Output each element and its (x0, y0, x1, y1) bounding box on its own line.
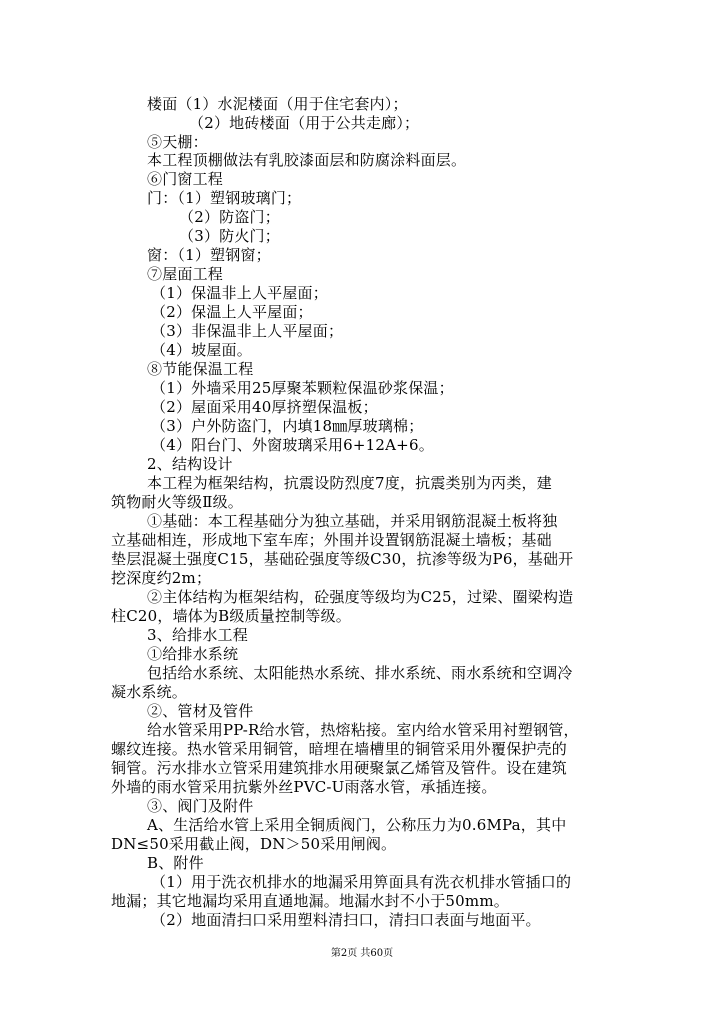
text-line: （2）保温上人平屋面； (151, 303, 313, 321)
text-line: 给水管采用PP-R给水管，热熔粘接。室内给水管采用衬塑钢管， (147, 721, 579, 739)
text-line: 3、给排水工程 (147, 626, 248, 644)
text-line: DN≤50采用截止阀，DN＞50采用闸阀。 (111, 835, 397, 853)
text-line: （4）阳台门、外窗玻璃采用6+12A+6。 (151, 436, 434, 454)
page-footer: 第2页 共60页 (330, 948, 394, 959)
text-line: ⑤天棚： (147, 133, 208, 151)
text-line: 凝水系统。 (111, 683, 188, 701)
text-line: ⑥门窗工程 (147, 170, 224, 188)
text-line: ①基础：本工程基础分为独立基础，并采用钢筋混凝土板将独 (147, 512, 558, 530)
text-line: ③、阀门及附件 (147, 797, 254, 815)
text-line: 筑物耐火等级Ⅱ级。 (111, 493, 243, 511)
text-line: ①给排水系统 (147, 645, 239, 663)
text-line: 柱C20，墙体为B级质量控制等级。 (111, 607, 351, 625)
text-line: 垫层混凝土强度C15，基础砼强度等级C30，抗渗等级为P6，基础开 (111, 550, 574, 568)
text-line: （3）户外防盗门，内填18㎜厚玻璃棉； (151, 417, 424, 435)
text-line: （3）非保温非上人平屋面； (151, 322, 344, 340)
text-line: 本工程顶棚做法有乳胶漆面层和防腐涂料面层。 (147, 151, 467, 169)
text-line: （1）保温非上人平屋面； (151, 284, 328, 302)
text-line: 门：（1）塑钢玻璃门； (147, 189, 302, 207)
text-line: （1）用于洗衣机排水的地漏采用箅面具有洗衣机排水管插口的 (151, 873, 572, 891)
text-line: 外墙的雨水管采用抗紫外丝PVC-U雨落水管，承插连接。 (111, 778, 497, 796)
text-line: 铜管。污水排水立管采用建筑排水用硬聚氯乙烯管及管件。设在建筑 (111, 759, 568, 777)
text-line: A、生活给水管上采用全铜质阀门，公称压力为0.6MPa，其中 (147, 816, 567, 834)
text-line: （2）地面清扫口采用塑料清扫口，清扫口表面与地面平。 (151, 911, 541, 929)
text-line: 本工程为框架结构，抗震设防烈度7度，抗震类别为丙类，建 (147, 474, 552, 492)
text-line: ⑧节能保温工程 (147, 360, 254, 378)
text-line: ⑦屋面工程 (147, 265, 224, 283)
text-line: 包括给水系统、太阳能热水系统、排水系统、雨水系统和空调冷 (147, 664, 573, 682)
text-line: （2）防盗门； (179, 208, 280, 226)
text-line: （2）地砖楼面（用于公共走廊）； (189, 114, 420, 132)
text-line: （3）防火门； (179, 227, 280, 245)
text-line: 立基础相连，形成地下室车库；外围并设置钢筋混凝土墙板；基础 (111, 531, 552, 549)
text-line: 挖深度约2m； (111, 569, 212, 587)
text-line: 地漏；其它地漏均采用直通地漏。地漏水封不小于50mm。 (111, 892, 509, 910)
text-line: （2）屋面采用40厚挤塑保温板； (151, 398, 378, 416)
text-line: B、附件 (147, 854, 204, 872)
text-line: 窗：（1）塑钢窗； (147, 246, 271, 264)
text-line: （4）坡屋面。 (151, 341, 252, 359)
text-line: 楼面（1）水泥楼面（用于住宅套内）； (147, 95, 408, 113)
text-line: ②主体结构为框架结构，砼强度等级均为C25，过梁、圈梁构造 (147, 588, 574, 606)
text-line: ②、管材及管件 (147, 702, 254, 720)
text-line: （1）外墙采用25厚聚苯颗粒保温砂浆保温； (151, 379, 454, 397)
text-line: 2、结构设计 (147, 455, 233, 473)
text-line: 螺纹连接。热水管采用铜管，暗埋在墙槽里的铜管采用外覆保护壳的 (111, 740, 568, 758)
